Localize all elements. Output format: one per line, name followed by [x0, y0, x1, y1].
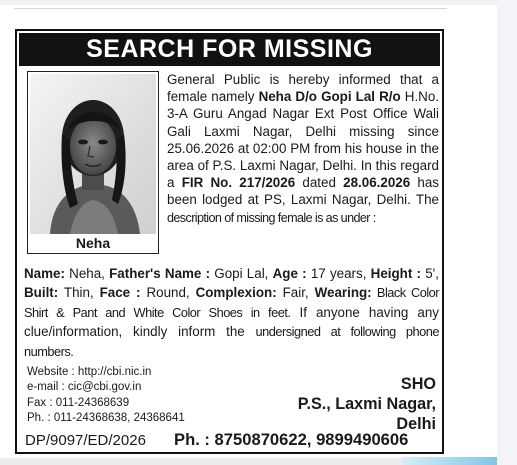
scan-margin-top	[0, 0, 497, 5]
appeal-text: If anyone having any clue/information, kindly inform the	[24, 304, 440, 340]
missing-person-notice	[15, 29, 444, 454]
missing-person-photo	[30, 74, 156, 234]
bottom-accent-bar	[402, 457, 497, 465]
police-station: P.S., Laxmi Nagar,	[297, 395, 436, 413]
contact-details	[27, 365, 257, 426]
photo-caption: Neha	[75, 235, 111, 251]
fir-number: FIR No. 217/2026	[181, 175, 296, 191]
sho-title: SHO	[400, 375, 436, 393]
right-margin-panel	[497, 0, 517, 465]
missing-person-name: Neha D/o Gopi Lal R/o	[258, 89, 401, 105]
photo-frame	[27, 71, 159, 254]
sho-signature-block	[236, 374, 436, 434]
police-city: Delhi	[396, 415, 436, 433]
phone-line: Ph. : 011-24368638, 24368641	[27, 411, 185, 424]
email-line: e-mail : cic@cbi.gov.in	[27, 381, 142, 394]
fax-line: Fax : 011-24368639	[27, 396, 130, 409]
top-divider-line	[14, 8, 447, 9]
notice-reference-code: DP/9097/ED/2026	[25, 432, 146, 449]
person-description: Name: Neha, Father's Name : Gopi Lal, Age : 17 years, Height : 5', Built: Thin, Face : Round, Complexion: Fair, Wearing: Black Color Shirt & Pant and White Color Shoes in feet. If anyone having any clue/information, kindly inform the undersigned at following phone numbers.	[24, 266, 440, 359]
notice-intro-text: General Public is hereby informed that a female namely Neha D/o Gopi Lal R/o H.No. 3-A Guru Angad Nagar Ext Post Office Wali Gali Laxmi Nagar, Delhi missing since 25.06.2026 at 02:00 PM from his house in the area of P.S. Laxmi Nagar, Delhi. In this regard a FIR No. 217/2026 dated 28.06.2026 has been lodged at PS, Laxmi Nagar, Delhi. The description of missing female is as under :	[167, 72, 439, 225]
contact-phone-numbers: Ph. : 8750870622, 9899490606	[174, 430, 409, 449]
notice-headline: SEARCH FOR MISSING	[19, 33, 440, 66]
website-line: Website : http://cbi.nic.in	[27, 366, 152, 378]
fir-date: 28.06.2026	[343, 175, 411, 191]
